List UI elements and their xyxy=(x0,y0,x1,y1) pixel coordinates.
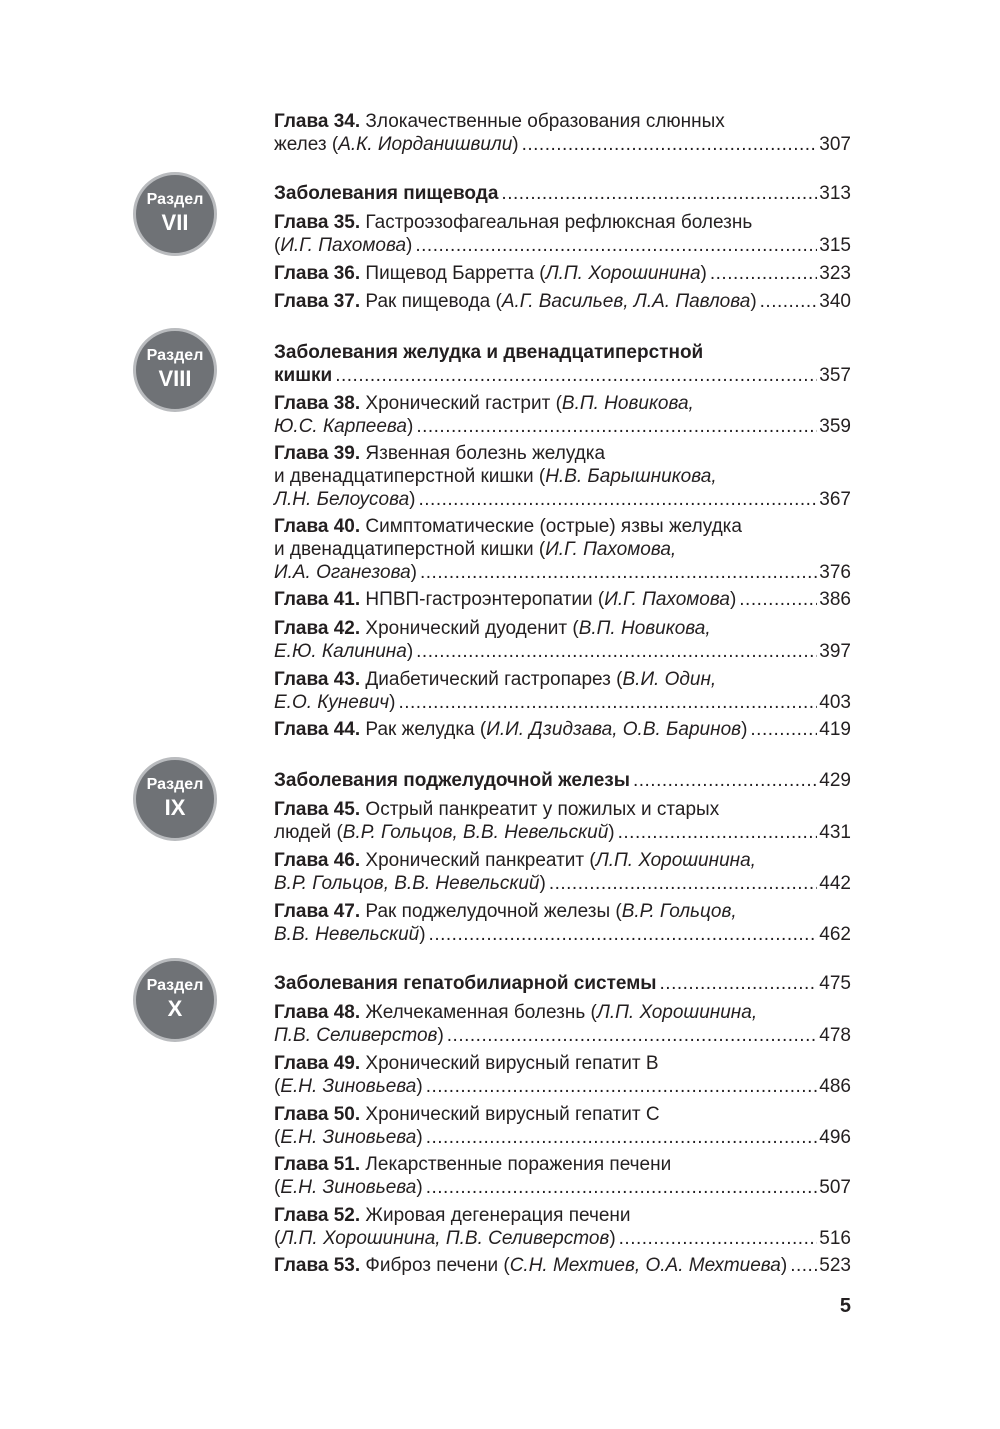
toc-page-number: 431 xyxy=(819,822,851,843)
toc-entry-text xyxy=(274,1052,659,1075)
toc-chapter-entry[interactable] xyxy=(274,718,851,741)
toc-entry-author-run: И.Г. Пахомова xyxy=(280,235,407,256)
toc-page-number: 397 xyxy=(819,641,851,662)
toc-entry-title-run: Пищевод Барретта ( xyxy=(360,263,546,284)
toc-entry-text xyxy=(274,588,736,611)
section-badge-number: VII xyxy=(161,210,189,235)
toc-entry-bold-run: Заболевания поджелудочной железы xyxy=(274,770,630,791)
toc-page-number: 516 xyxy=(819,1228,851,1249)
toc-entry-line xyxy=(274,640,851,663)
toc-entry-text xyxy=(274,1126,423,1149)
dot-leader xyxy=(419,488,818,511)
toc-entry-title-run: ) xyxy=(608,822,615,843)
toc-entry-text xyxy=(274,691,395,714)
toc-entry-author-run: В.П. Новикова, xyxy=(578,618,711,639)
toc-entry-line xyxy=(274,1126,851,1149)
toc-entry-line xyxy=(274,290,851,313)
toc-entry-title-run: ( xyxy=(274,1127,281,1148)
toc-entry-title-run: Фиброз печени ( xyxy=(360,1255,510,1276)
toc-entry-text xyxy=(274,515,742,538)
toc-chapter-entry[interactable] xyxy=(274,617,851,663)
toc-chapter-entry[interactable] xyxy=(274,211,851,257)
toc-entry-title-run: желез ( xyxy=(274,134,339,155)
toc-entry-line xyxy=(274,364,851,387)
dot-leader xyxy=(415,234,817,257)
toc-entry-bold-run: Глава 49. xyxy=(274,1053,361,1074)
toc-chapter-entry[interactable] xyxy=(274,515,851,584)
toc-entry-text xyxy=(274,1075,423,1098)
toc-entry-line xyxy=(274,442,851,465)
toc-entry-bold-run: Заболевания желудка и двенадцатиперстной xyxy=(274,342,704,363)
toc-chapter-entry[interactable] xyxy=(274,588,851,611)
toc-chapter-entry[interactable] xyxy=(274,1153,851,1199)
toc-entry-text xyxy=(274,872,546,895)
toc-entry-text xyxy=(274,640,413,663)
toc-chapter-entry[interactable] xyxy=(274,668,851,714)
toc-entry-author-run: В.Р. Гольцов, В.В. Невельский xyxy=(274,873,540,894)
section-badge-label: Раздел xyxy=(146,776,204,793)
toc-entry-author-run: И.Г. Пахомова xyxy=(604,589,730,610)
toc-chapter-entry[interactable] xyxy=(274,1052,851,1098)
toc-entry-title-run: ) xyxy=(437,1025,444,1046)
dot-leader xyxy=(739,588,817,611)
toc-entry-title-run: Хронический вирусный гепатит В xyxy=(360,1053,659,1074)
toc-entry-title-run: Злокачественные образования слюнных xyxy=(360,111,725,132)
toc-page-number: 475 xyxy=(819,973,851,994)
section-badge-number: VIII xyxy=(158,366,192,391)
toc-entry-title-run: Рак желудка ( xyxy=(360,719,487,740)
toc-entry-line xyxy=(274,821,851,844)
toc-entry-text xyxy=(274,234,412,257)
toc-entry-title-run: Рак пищевода ( xyxy=(360,291,502,312)
toc-entry-text xyxy=(274,849,756,872)
toc-entry-line xyxy=(274,262,851,285)
toc-entry-text xyxy=(274,211,752,234)
toc-entry-bold-run: Глава 41. xyxy=(274,589,361,610)
toc-section-entry[interactable] xyxy=(274,769,851,792)
dot-leader xyxy=(426,1126,818,1149)
toc-entry-author-run: Л.Н. Белоусова xyxy=(274,489,410,510)
toc-entry-bold-run: Глава 48. xyxy=(274,1002,361,1023)
toc-entry-title-run: ) xyxy=(409,489,416,510)
toc-entry-line xyxy=(274,691,851,714)
toc-entry-author-run: Е.Н. Зиновьева xyxy=(280,1076,417,1097)
toc-entry-title-run: ) xyxy=(419,924,426,945)
toc-entry-bold-run: Заболевания пищевода xyxy=(274,183,499,204)
toc-entry-author-run: Л.П. Хорошинина, xyxy=(596,1002,758,1023)
toc-entry-line xyxy=(274,234,851,257)
toc-entry-title-run: Хронический вирусный гепатит С xyxy=(360,1104,660,1125)
dot-leader xyxy=(429,923,818,946)
section-badge-number: IX xyxy=(164,795,186,820)
toc-entry-line xyxy=(274,182,851,205)
toc-entry-author-run: Е.Ю. Калинина xyxy=(274,641,407,662)
dot-leader xyxy=(426,1176,818,1199)
toc-entry-line xyxy=(274,1176,851,1199)
section-badge-label: Раздел xyxy=(146,347,204,364)
toc-entry-line xyxy=(274,211,851,234)
toc-entry-title-run: ) xyxy=(609,1228,616,1249)
dot-leader xyxy=(618,821,818,844)
toc-entry-author-run: П.В. Селиверстов xyxy=(274,1025,438,1046)
toc-page-number: 359 xyxy=(819,416,851,437)
toc-entry-bold-run: Глава 47. xyxy=(274,901,361,922)
toc-page-number: 315 xyxy=(819,235,851,256)
toc-entry-line xyxy=(274,769,851,792)
dot-leader xyxy=(420,561,817,584)
toc-entry-text xyxy=(274,182,498,205)
toc-chapter-entry[interactable] xyxy=(274,1103,851,1149)
toc-entry-line xyxy=(274,1227,851,1250)
toc-entry-bold-run: Глава 44. xyxy=(274,719,361,740)
toc-section-entry[interactable] xyxy=(274,972,851,995)
toc-page-number: 386 xyxy=(819,589,851,610)
toc-entry-title-run: ) xyxy=(406,235,413,256)
toc-entry-author-run: И.А. Оганезова xyxy=(274,562,411,583)
toc-entry-title-run: Желчекаменная болезнь ( xyxy=(360,1002,597,1023)
toc-chapter-entry[interactable] xyxy=(274,442,851,511)
toc-entry-author-run: Ю.С. Карпеева xyxy=(274,416,407,437)
toc-entry-author-run: Е.О. Куневич xyxy=(274,692,390,713)
toc-page-number: 429 xyxy=(819,770,851,791)
toc-entry-line xyxy=(274,798,851,821)
toc-chapter-entry[interactable] xyxy=(274,1254,851,1277)
toc-entry-line xyxy=(274,923,851,946)
toc-entry-author-run: Е.Н. Зиновьева xyxy=(280,1177,417,1198)
toc-entry-bold-run: Глава 42. xyxy=(274,618,361,639)
toc-entry-line xyxy=(274,561,851,584)
dot-leader xyxy=(750,718,817,741)
toc-entry-line xyxy=(274,872,851,895)
toc-entry-text xyxy=(274,668,716,691)
toc-entry-line xyxy=(274,488,851,511)
toc-entry-title-run: и двенадцатиперстной кишки ( xyxy=(274,466,546,487)
toc-entry-line xyxy=(274,617,851,640)
dot-leader xyxy=(710,262,817,285)
toc-entry-title-run: ) xyxy=(741,719,748,740)
dot-leader xyxy=(633,769,817,792)
toc-section-entry[interactable] xyxy=(274,341,851,387)
toc-entry-author-run: В.Р. Гольцов, xyxy=(621,901,737,922)
section-badge xyxy=(133,328,217,412)
toc-entry-text xyxy=(274,110,725,133)
toc-entry-text xyxy=(274,538,676,561)
toc-entry-text xyxy=(274,290,757,313)
toc-entry-title-run: ( xyxy=(274,1177,281,1198)
toc-entry-line xyxy=(274,1153,851,1176)
toc-entry-bold-run: Глава 52. xyxy=(274,1205,361,1226)
toc-entry-author-run: В.П. Новикова, xyxy=(561,393,694,414)
dot-leader xyxy=(416,415,817,438)
toc-entry-bold-run: Глава 34. xyxy=(274,111,361,132)
toc-entry-title-run: Язвенная болезнь желудка xyxy=(360,443,606,464)
toc-chapter-entry[interactable] xyxy=(274,1204,851,1250)
toc-entry-text xyxy=(274,465,717,488)
toc-entry-line xyxy=(274,110,851,133)
toc-entry-author-run: А.К. Иорданишвили xyxy=(338,134,513,155)
toc-entry-bold-run: Глава 43. xyxy=(274,669,361,690)
toc-chapter-entry[interactable] xyxy=(274,290,851,313)
toc-entry-author-run: И.И. Дзидзава, О.В. Баринов xyxy=(486,719,742,740)
toc-entry-author-run: Н.В. Барышникова, xyxy=(545,466,717,487)
toc-entry-text xyxy=(274,1001,757,1024)
toc-entry-title-run: ) xyxy=(512,134,519,155)
toc-chapter-entry[interactable] xyxy=(274,392,851,438)
toc-entry-line xyxy=(274,341,851,364)
toc-entry-text xyxy=(274,1024,444,1047)
toc-entry-bold-run: Глава 35. xyxy=(274,212,361,233)
toc-entry-text xyxy=(274,1254,787,1277)
toc-entry-line xyxy=(274,1204,851,1227)
toc-entry-line xyxy=(274,133,851,156)
dot-leader xyxy=(660,972,818,995)
dot-leader xyxy=(416,640,817,663)
toc-page-number: 462 xyxy=(819,924,851,945)
toc-entry-text xyxy=(274,415,413,438)
toc-entry-title-run: Симптоматические (острые) язвы желудка xyxy=(360,516,742,537)
toc-entry-author-run: С.Н. Мехтиев, О.А. Мехтиева xyxy=(509,1255,781,1276)
toc-entry-bold-run: Глава 36. xyxy=(274,263,361,284)
section-badge xyxy=(133,172,217,256)
toc-entry-text xyxy=(274,617,711,640)
toc-page-number: 313 xyxy=(819,183,851,204)
toc-entry-author-run: Л.П. Хорошинина, П.В. Селиверстов xyxy=(280,1228,610,1249)
toc-entry-title-run: Хронический гастрит ( xyxy=(360,393,562,414)
toc-entry-title-run: Рак поджелудочной железы ( xyxy=(360,901,622,922)
toc-page-number: 486 xyxy=(819,1076,851,1097)
toc-entry-title-run: ( xyxy=(274,1076,281,1097)
toc-entry-text xyxy=(274,798,719,821)
toc-entry-bold-run: кишки xyxy=(274,365,333,386)
dot-leader xyxy=(790,1254,817,1277)
toc-entry-text xyxy=(274,561,417,584)
toc-entry-title-run: ) xyxy=(729,589,737,610)
toc-entry-line xyxy=(274,1103,851,1126)
toc-entry-title-run: Жировая дегенерация печени xyxy=(360,1205,631,1226)
toc-entry-title-run: ) xyxy=(416,1177,423,1198)
toc-entry-title-run: ) xyxy=(416,1127,423,1148)
toc-entry-text xyxy=(274,488,416,511)
toc-entry-title-run: людей ( xyxy=(274,822,343,843)
toc-entry-text xyxy=(274,769,630,792)
toc-chapter-entry[interactable] xyxy=(274,849,851,895)
dot-leader xyxy=(501,182,817,205)
toc-page-number: 367 xyxy=(819,489,851,510)
dot-leader xyxy=(335,364,817,387)
toc-entry-text xyxy=(274,923,426,946)
toc-entry-text xyxy=(274,133,519,156)
toc-section-entry[interactable] xyxy=(274,182,851,205)
toc-entry-text xyxy=(274,718,747,741)
toc-entry-text xyxy=(274,364,332,387)
dot-leader xyxy=(549,872,817,895)
toc-entry-title-run: НПВП-гастроэнтеропатии ( xyxy=(360,589,605,610)
toc-entry-bold-run: Глава 45. xyxy=(274,799,361,820)
toc-entry-title-run: ) xyxy=(406,416,414,437)
toc-entry-line xyxy=(274,588,851,611)
toc-entry-text xyxy=(274,442,605,465)
toc-entry-text xyxy=(274,1227,616,1250)
toc-entry-bold-run: Глава 46. xyxy=(274,850,361,871)
toc-page-number: 419 xyxy=(819,719,851,740)
toc-entry-title-run: ) xyxy=(416,1076,423,1097)
toc-entry-line xyxy=(274,1024,851,1047)
toc-entry-title-run: ) xyxy=(780,1255,788,1276)
section-badge xyxy=(133,757,217,841)
toc-entry-bold-run: Глава 50. xyxy=(274,1104,361,1125)
section-badge-number: X xyxy=(167,996,183,1021)
toc-entry-title-run: ) xyxy=(539,873,546,894)
toc-page-number: 507 xyxy=(819,1177,851,1198)
toc-entry-bold-run: Глава 51. xyxy=(274,1154,361,1175)
section-badge-label: Раздел xyxy=(146,191,204,208)
toc-entry-line xyxy=(274,1075,851,1098)
toc-entry-title-run: ) xyxy=(750,291,757,312)
toc-entry-line xyxy=(274,415,851,438)
toc-entry-line xyxy=(274,900,851,923)
dot-leader xyxy=(398,691,817,714)
toc-entry-line xyxy=(274,1254,851,1277)
toc-entry-title-run: Гастроэзофагеальная рефлюксная болезнь xyxy=(360,212,753,233)
toc-entry-title-run: Острый панкреатит у пожилых и старых xyxy=(360,799,720,820)
toc-entry-author-run: Л.П. Хорошинина, xyxy=(595,850,756,871)
toc-page-number: 323 xyxy=(819,263,851,284)
toc-entry-line xyxy=(274,465,851,488)
toc-entry-title-run: ) xyxy=(700,263,707,284)
toc-entry-text xyxy=(274,821,615,844)
toc-entry-bold-run: Глава 40. xyxy=(274,516,361,537)
toc-page-number: 478 xyxy=(819,1025,851,1046)
toc-entry-title-run: ( xyxy=(274,235,281,256)
toc-entry-text xyxy=(274,262,707,285)
toc-entry-title-run: ) xyxy=(389,692,396,713)
toc-chapter-entry[interactable] xyxy=(274,798,851,844)
section-badge xyxy=(133,958,217,1042)
toc-entry-text xyxy=(274,341,703,364)
toc-entry-title-run: Диабетический гастропарез ( xyxy=(360,669,623,690)
toc-entry-line xyxy=(274,972,851,995)
toc-page-number: 496 xyxy=(819,1127,851,1148)
toc-entry-author-run: Л.П. Хорошинина xyxy=(545,263,701,284)
toc-entry-line xyxy=(274,392,851,415)
toc-entry-bold-run: Глава 53. xyxy=(274,1255,361,1276)
toc-entry-author-run: В.И. Один, xyxy=(622,669,717,690)
toc-entry-bold-run: Глава 38. xyxy=(274,393,361,414)
toc-entry-text xyxy=(274,1153,671,1176)
toc-entry-line xyxy=(274,1052,851,1075)
toc-entry-text xyxy=(274,972,657,995)
toc-page-number: 376 xyxy=(819,562,851,583)
toc-entry-author-run: И.Г. Пахомова, xyxy=(545,539,677,560)
toc-entry-author-run: В.Р. Гольцов, В.В. Невельский xyxy=(342,822,609,843)
dot-leader xyxy=(447,1024,818,1047)
toc-page-number: 403 xyxy=(819,692,851,713)
toc-entry-text xyxy=(274,1204,631,1227)
toc-entry-bold-run: Глава 37. xyxy=(274,291,361,312)
toc-entry-title-run: и двенадцатиперстной кишки ( xyxy=(274,539,546,560)
toc-entry-bold-run: Заболевания гепатобилиарной системы xyxy=(274,973,657,994)
toc-entry-title-run: ) xyxy=(406,641,414,662)
toc-chapter-entry[interactable] xyxy=(274,900,851,946)
toc-entry-text xyxy=(274,392,694,415)
toc-page-number: 442 xyxy=(819,873,851,894)
toc-entry-title-run: ( xyxy=(274,1228,281,1249)
toc-chapter-entry[interactable] xyxy=(274,262,851,285)
toc-page-number: 357 xyxy=(819,365,851,386)
toc-chapter-entry[interactable] xyxy=(274,1001,851,1047)
toc-entry-text xyxy=(274,900,737,923)
toc-entry-author-run: А.Г. Васильев, Л.А. Павлова xyxy=(501,291,751,312)
toc-entry-title-run: Хронический дуоденит ( xyxy=(360,618,579,639)
page-number: 5 xyxy=(839,1295,851,1317)
toc-entry-text xyxy=(274,1103,660,1126)
dot-leader xyxy=(619,1227,818,1250)
toc-entry-title-run: Лекарственные поражения печени xyxy=(360,1154,672,1175)
toc-entry-line xyxy=(274,515,851,538)
toc-entry-line xyxy=(274,718,851,741)
toc-entry-line xyxy=(274,668,851,691)
toc-entry-title-run: ) xyxy=(410,562,417,583)
toc-chapter-entry[interactable] xyxy=(274,110,851,156)
toc-entry-text xyxy=(274,1176,423,1199)
toc-entry-line xyxy=(274,849,851,872)
toc-entry-author-run: Е.Н. Зиновьева xyxy=(280,1127,417,1148)
section-badge-label: Раздел xyxy=(146,977,204,994)
dot-leader xyxy=(760,290,818,313)
toc-entry-line xyxy=(274,538,851,561)
toc-entry-author-run: В.В. Невельский xyxy=(274,924,420,945)
toc-entry-line xyxy=(274,1001,851,1024)
toc-entry-bold-run: Глава 39. xyxy=(274,443,361,464)
dot-leader xyxy=(522,133,818,156)
dot-leader xyxy=(426,1075,818,1098)
toc-page-number: 523 xyxy=(819,1255,851,1276)
toc-page-number: 307 xyxy=(819,134,851,155)
toc-entry-title-run: Хронический панкреатит ( xyxy=(360,850,596,871)
toc-page-number: 340 xyxy=(819,291,851,312)
